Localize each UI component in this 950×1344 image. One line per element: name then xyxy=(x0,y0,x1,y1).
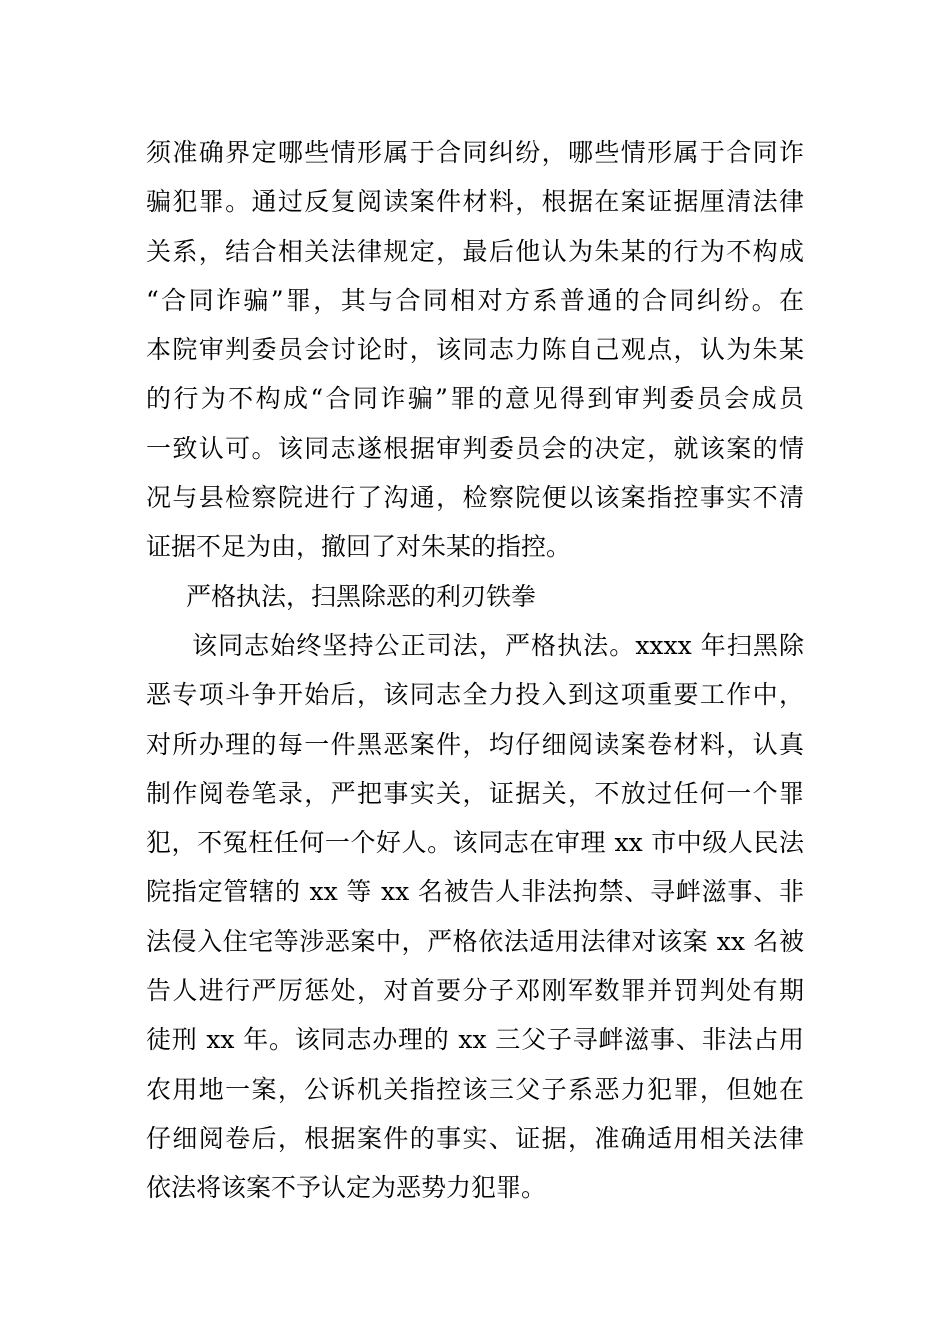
text-line-last: 证据不足为由，撤回了对朱某的指控。 xyxy=(146,532,572,562)
text-line-last: 依法将该案不予认定为恶势力犯罪。 xyxy=(146,1173,547,1203)
body-text xyxy=(146,128,826,1213)
text-line: 的行为不构成“合同诈骗”罪的意见得到审判委员会成员 xyxy=(146,384,804,414)
text-line: 告人进行严厉惩处，对首要分子邓刚军数罪并罚判处有期 xyxy=(146,976,804,1006)
text-line: 农用地一案，公诉机关指控该三父子系恶力犯罪，但她在 xyxy=(146,1074,804,1104)
text-line: 本院审判委员会讨论时，该同志力陈自己观点，认为朱某 xyxy=(146,335,804,365)
text-line: 况与县检察院进行了沟通，检察院便以该案指控事实不清 xyxy=(146,483,804,513)
text-line: 对所办理的每一件黑恶案件，均仔细阅读案卷材料，认真 xyxy=(146,729,804,759)
text-line: 一致认可。该同志遂根据审判委员会的决定，就该案的情 xyxy=(146,433,804,463)
text-line: 须准确界定哪些情形属于合同纠纷，哪些情形属于合同诈 xyxy=(146,138,804,167)
section-heading: 严格执法，扫黑除恶的利刃铁拳 xyxy=(186,581,537,611)
text-line: 骗犯罪。通过反复阅读案件材料，根据在案证据厘清法律 xyxy=(146,187,804,217)
text-line: 恶专项斗争开始后，该同志全力投入到这项重要工作中， xyxy=(146,680,804,710)
text-line: 法侵入住宅等涉恶案中，严格依法适用法律对该案 xx 名被 xyxy=(146,926,804,956)
text-line: 仔细阅卷后，根据案件的事实、证据，准确适用相关法律 xyxy=(146,1123,804,1153)
text-line: 制作阅卷笔录，严把事实关，证据关，不放过任何一个罪 xyxy=(146,778,804,808)
text-line: 徒刑 xx 年。该同志办理的 xx 三父子寻衅滋事、非法占用 xyxy=(146,1025,804,1055)
text-line: 犯，不冤枉任何一个好人。该同志在审理 xx 市中级人民法 xyxy=(146,828,804,858)
text-line: 关系，结合相关法律规定，最后他认为朱某的行为不构成 xyxy=(146,236,804,266)
paragraph-first-line: 该同志始终坚持公正司法，严格执法。xxxx 年扫黑除 xyxy=(192,630,804,660)
text-line: 院指定管辖的 xx 等 xx 名被告人非法拘禁、寻衅滋事、非 xyxy=(146,877,804,907)
text-line: “合同诈骗”罪，其与合同相对方系普通的合同纠纷。在 xyxy=(146,285,804,315)
